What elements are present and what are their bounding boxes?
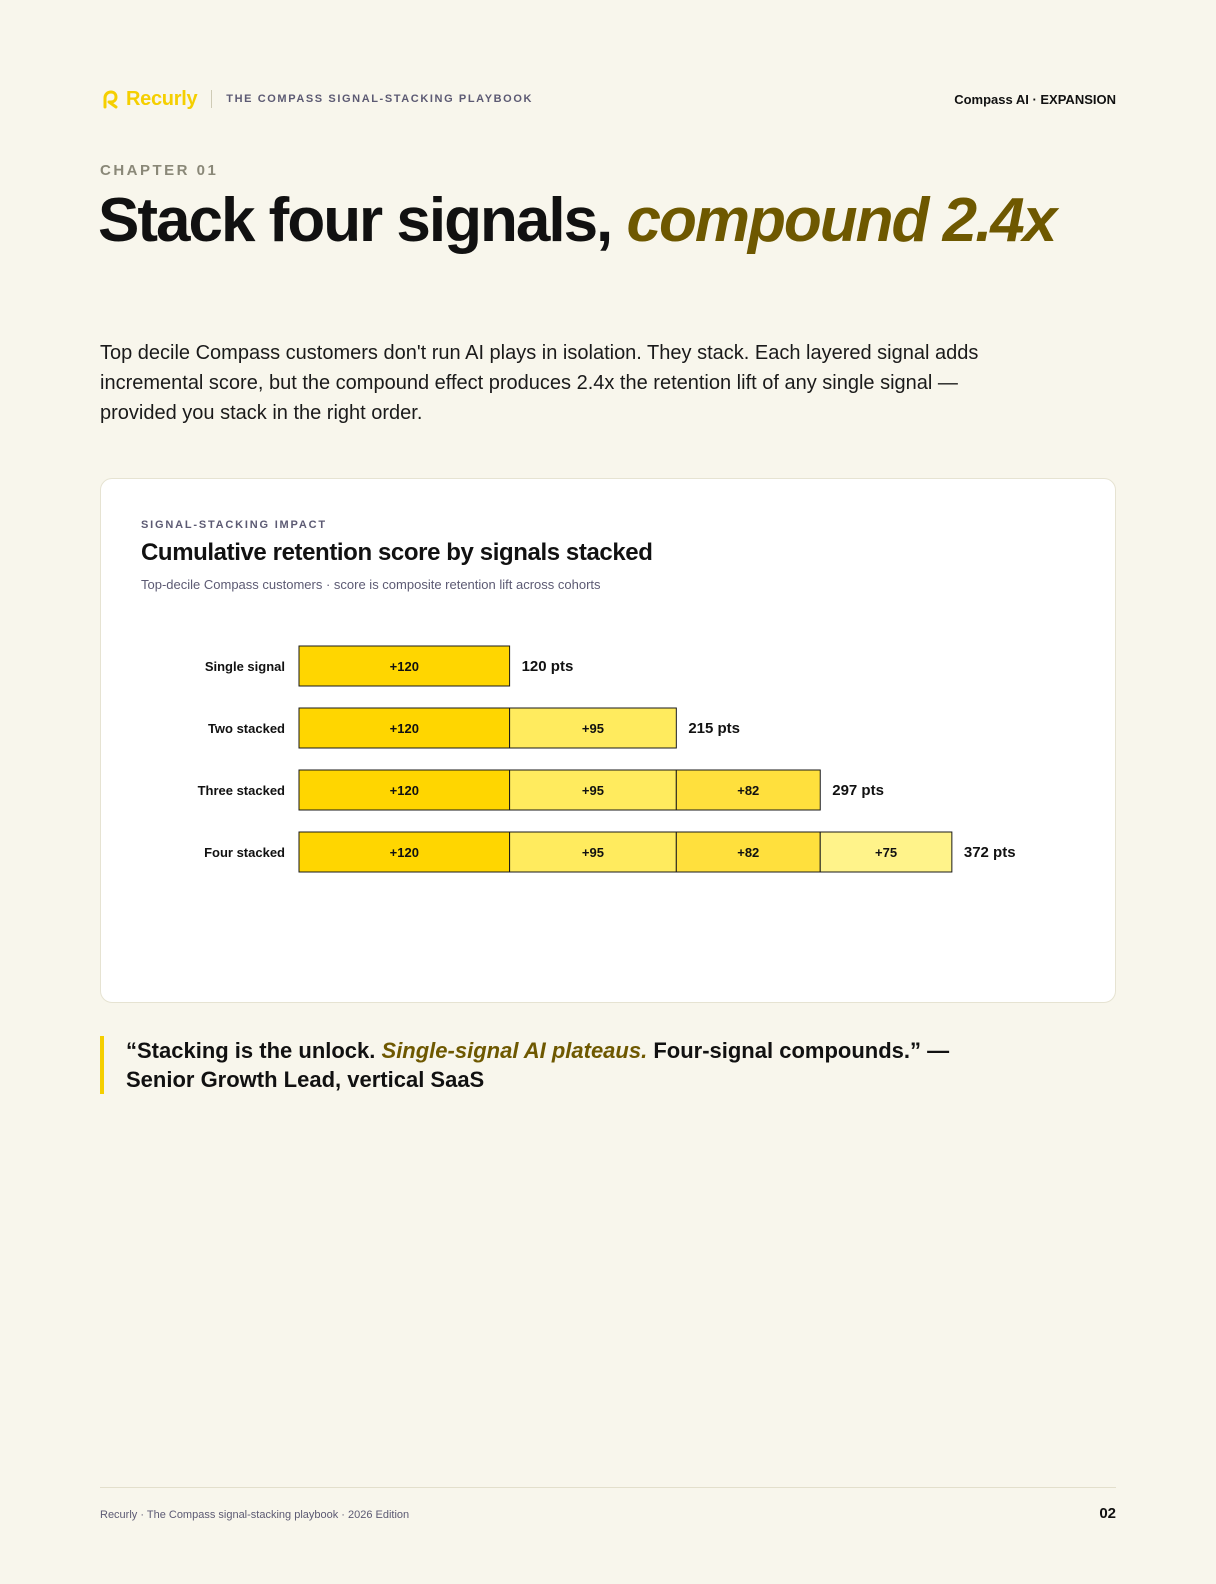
segment-label: +95 [581,783,604,798]
lede-paragraph: Top decile Compass customers don't run AI plays in isolation. They stack. Each layered signal adds incremental score, but the compound effect produces 2.4x the retention lift of any single signal — provided you stack in the right order. [100,342,979,424]
total-label: 297 pts [832,782,884,799]
segment-label: +95 [581,845,604,860]
chapter-label: CHAPTER 01 [100,162,219,179]
category-label: Single signal [204,659,285,674]
title-main: Stack four signals, [98,186,627,255]
header-divider [211,90,212,108]
category-label: Two stacked [207,721,285,736]
page-title [98,186,1098,255]
total-label: 372 pts [963,844,1016,861]
footer-divider [100,1487,1116,1488]
stacked-bar-chart [101,479,1117,1004]
category-label: Three stacked [197,783,285,798]
chart-subtitle: Top-decile Compass customers · score is composite retention lift across cohorts [141,577,601,592]
category-label: Four stacked [204,845,285,860]
segment-label: +120 [389,721,419,736]
recurly-logo-icon [100,88,122,110]
quote-open: “Stacking is the unlock. [126,1038,382,1063]
page-number: 02 [1099,1505,1116,1522]
total-label: 215 pts [688,720,741,737]
total-label: 120 pts [521,658,574,675]
chart-eyebrow: SIGNAL-STACKING IMPACT [141,519,327,531]
chart-title: Cumulative retention score by signals stacked [141,539,653,566]
segment-label: +82 [737,845,760,860]
footer-text: Recurly · The Compass signal-stacking playbook · 2026 Edition [100,1509,410,1521]
brand-name: Recurly [126,87,198,110]
quote-accent: Single-signal AI plateaus. [381,1038,648,1063]
section-label: Compass AI · EXPANSION [954,91,1116,107]
segment-label: +95 [581,721,604,736]
segment-label: +75 [875,845,898,860]
quote-close: Four-signal compounds.” — Senior Growth Lead, vertical SaaS [126,1038,950,1092]
brand [100,88,533,111]
segment-label: +82 [737,783,760,798]
document-label: THE COMPASS SIGNAL-STACKING PLAYBOOK [226,93,534,105]
chart-card [100,478,1116,1003]
page-header [100,86,1116,112]
segment-label: +120 [389,659,419,674]
segment-label: +120 [389,845,419,860]
pull-quote [100,1036,1000,1094]
segment-label: +120 [389,783,419,798]
recurly-logo [100,88,197,111]
title-accent: compound 2.4x [626,186,1056,255]
